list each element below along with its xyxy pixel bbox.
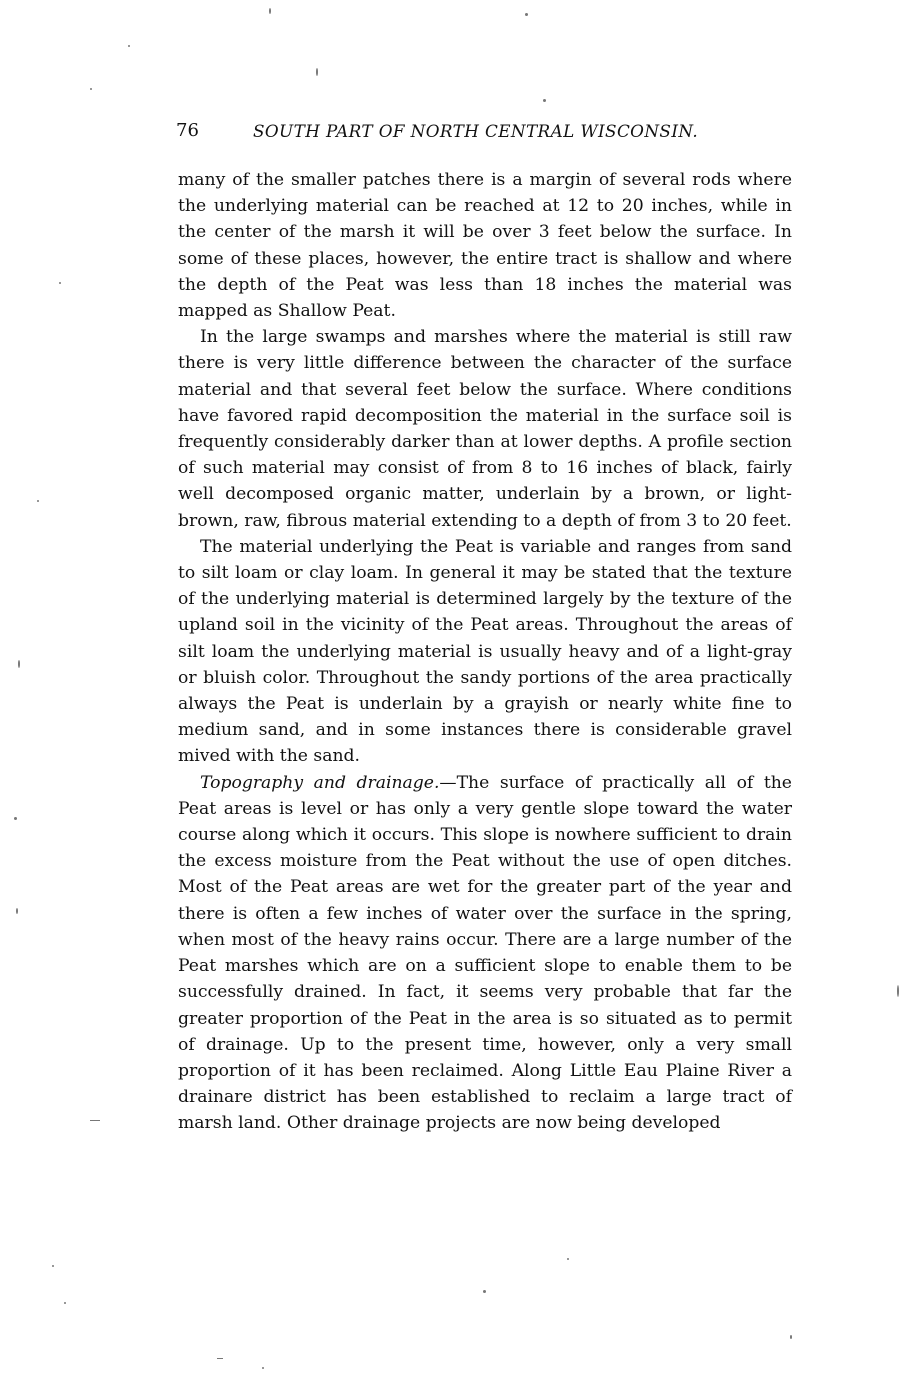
scan-speck [14, 817, 17, 820]
page-header [176, 116, 796, 146]
scan-speck [790, 1335, 792, 1339]
body-text [178, 167, 792, 1137]
scan-speck [525, 13, 528, 16]
paragraph-topography [178, 770, 792, 1137]
paragraph-underlying-material: The material underlying the Peat is variable and ranges from sand to silt loam or clay loam. In general it may be stated that the texture of the underlying material is determined largely by the texture of the upland soil in the vicinity of the Peat areas. Throughout the areas of silt loam the underlying material is usually heavy and of a light-gray or bluish color. Throughout the sandy portions of the area practically always the Peat is underlain by a grayish or nearly white fine to medium sand, and in some instances there is considerable gravel mived with the sand. [178, 536, 792, 767]
scan-speck [90, 88, 92, 90]
section-text: —The surface of practically all of the Peat areas is level or has only a very gentle slope toward the water course along which it occurs. This slope is nowhere sufficient to drain the excess moisture from the Peat without the use of open ditches. Most of the Peat areas are wet for the greater part of the year and there is often a few inches of water over the surface in the spring, when most of the heavy rains occur. There are a large number of the Peat marshes which are on a sufficient slope to enable them to be successfully drained. In fact, it seems very probable that far the greater proportion of the Peat in the area is so situated as to permit of drainage. Up to the present time, however, only a very small proportion of it has been reclaimed. Along Little Eau Plaine River a drainare district has been established to reclaim a large tract of marsh land. Other drainage projects are now being developed [178, 772, 792, 1134]
scan-speck [37, 500, 39, 502]
scan-speck [262, 1367, 264, 1369]
scan-speck [16, 908, 18, 914]
scan-speck [52, 1265, 54, 1267]
page-number: 76 [176, 120, 199, 141]
scan-speck [18, 660, 20, 668]
scan-speck [217, 1358, 223, 1359]
scan-speck [567, 1258, 569, 1260]
scan-speck [483, 1290, 486, 1293]
scan-speck [64, 1302, 66, 1304]
scan-speck [543, 99, 546, 102]
scan-speck [316, 68, 318, 76]
paragraph-swamps-marshes: In the large swamps and marshes where the material is still raw there is very little difference between the character of the surface material and that several feet below the surface. Where conditions have favored rapid decomposition the material in the surface soil is frequently considerably darker than at lower depths. A profile section of such material may consist of from 8 to 16 inches of black, fairly well decomposed organic matter, underlain by a brown, or light-brown, raw, fibrous material extending to a depth of from 3 to 20 feet. [178, 327, 792, 531]
paragraph-continued: many of the smaller patches there is a margin of several rods where the underlying material can be reached at 12 to 20 inches, while in the center of the marsh it will be over 3 feet below the surface. In some of these places, however, the entire tract is shallow and where the depth of the Peat was less than 18 inches the material was mapped as Shallow Peat. [178, 170, 792, 322]
scan-speck [90, 1120, 100, 1121]
section-heading: Topography and drainage. [200, 772, 440, 793]
running-head: SOUTH PART OF NORTH CENTRAL WISCONSIN. [253, 121, 699, 141]
scan-speck [59, 282, 61, 284]
scan-speck [128, 45, 130, 47]
scan-speck [269, 8, 271, 14]
scan-speck [897, 985, 899, 997]
